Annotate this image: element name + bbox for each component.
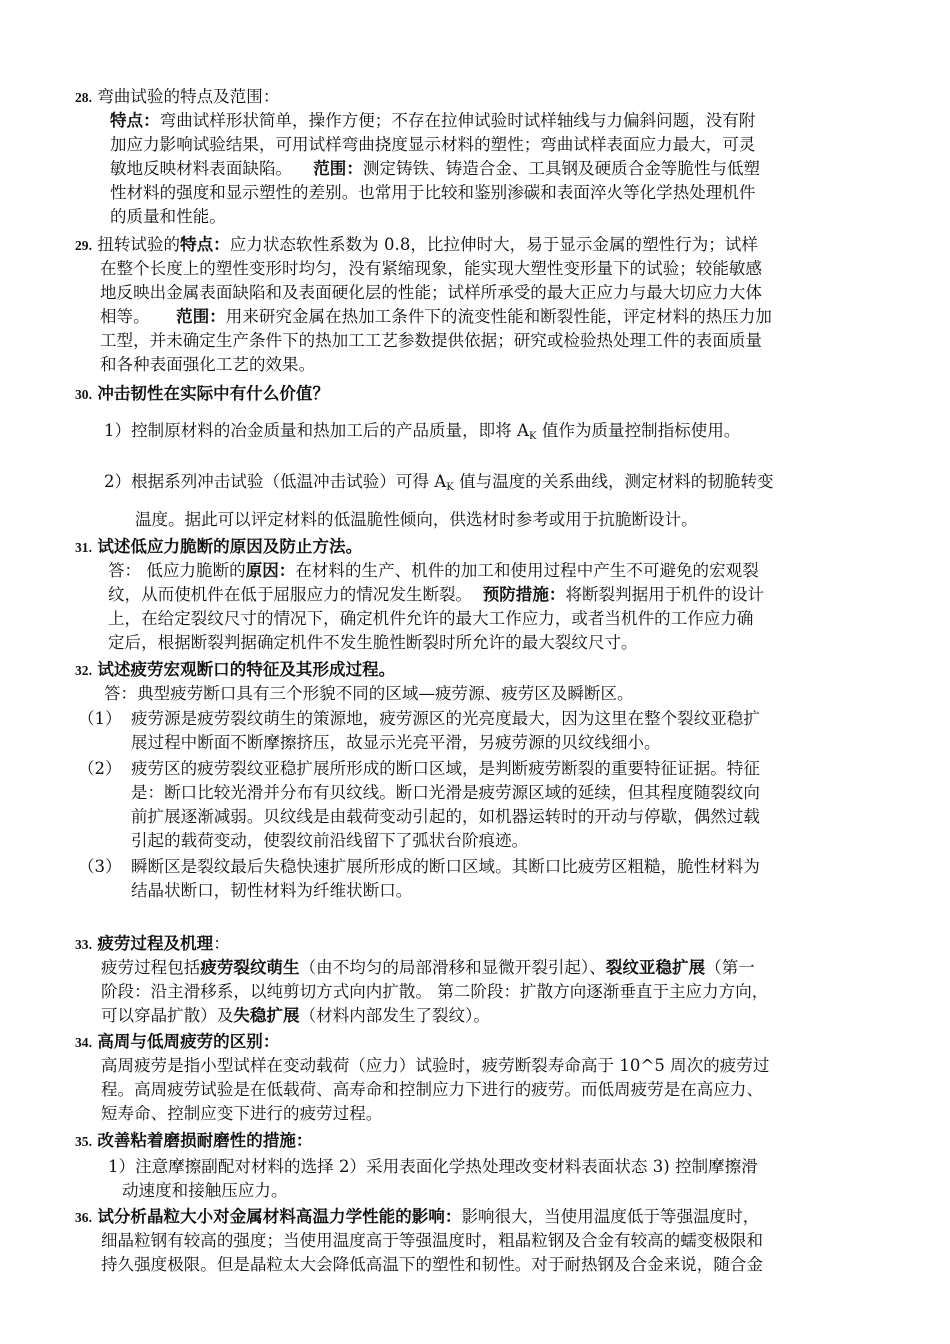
question-31-line — [108, 560, 759, 582]
text: 可以穿晶扩散）及 — [101, 1006, 234, 1025]
text: 结晶状断口，韧性材料为纤维状断口。 — [131, 881, 413, 900]
list-item-number — [78, 856, 122, 878]
bold-term: 范围： — [176, 307, 226, 326]
text: （由不均匀的局部滑移和显微开裂引起）、 — [299, 958, 606, 977]
list-item-line — [131, 856, 760, 878]
text: 前扩展逐渐减弱。贝纹线是由载荷变动引起的，如机器运转时的开动与停歇，偶然过载 — [131, 807, 760, 826]
text: 动速度和接触压应力。 — [122, 1181, 288, 1200]
question-title: 试述低应力脆断的原因及防止方法。 — [97, 537, 363, 556]
question-title: 冲击韧性在实际中有什么价值？ — [97, 384, 330, 403]
question-number: 31. — [75, 540, 93, 555]
text: 是：断口比较光滑并分布有贝纹线。断口光滑是疲劳源区域的延续，但其程度随裂纹向 — [131, 783, 760, 802]
text: 答： 低应力脆断的 — [108, 561, 246, 580]
question-36-line — [101, 1254, 763, 1276]
question-title: 试述疲劳宏观断口的特征及其形成过程。 — [97, 660, 396, 679]
list-item-line — [131, 782, 760, 804]
text: 1）注意摩擦副配对材料的选择 2）采用表面化学热处理改变材料表面状态 3) 控制摩擦滑 — [108, 1157, 758, 1176]
question-28-line — [110, 206, 226, 228]
question-31-heading — [75, 536, 362, 559]
text: 工型，并未确定生产条件下的热加工工艺参数提供依据；研究或检验热处理工件的表面质量 — [100, 331, 762, 350]
text: 定后，根据断裂判据确定机件不发生脆性断裂时所允许的最大裂纹尺寸。 — [108, 633, 638, 652]
list-item-line — [131, 880, 412, 902]
text: 影响很大，当使用温度低于等强温度时， — [461, 1207, 760, 1226]
bold-term: 原因： — [245, 561, 296, 580]
question-29-heading — [75, 234, 758, 257]
text: 性材料的强度和显示塑性的差别。也常用于比较和鉴别渗碳和表面淬火等化学热处理机件 — [110, 183, 756, 202]
text: 值与温度的关系曲线，测定材料的韧脆转变 — [453, 472, 774, 491]
text: 在材料的生产、机件的加工和使用过程中产生不可避免的宏观裂 — [295, 561, 759, 580]
question-number: 36. — [75, 1210, 93, 1225]
question-29-line — [100, 354, 315, 376]
question-number: 33. — [75, 937, 93, 952]
question-35-line — [108, 1156, 758, 1178]
question-number: 34. — [75, 1035, 93, 1050]
bold-term: 范围： — [313, 159, 363, 178]
question-36-line — [101, 1230, 763, 1252]
question-title: 高周与低周疲劳的区别： — [97, 1032, 280, 1051]
question-29-line — [100, 282, 762, 304]
question-29-line — [100, 306, 772, 328]
text: （材料内部发生了裂纹）。 — [299, 1006, 490, 1025]
question-title: 试分析晶粒大小对金属材料高温力学性能的影响： — [97, 1207, 462, 1226]
text: 值作为质量控制指标使用。 — [536, 421, 741, 440]
question-29-line — [100, 330, 762, 352]
text: 持久强度极限。但是晶粒太大会降低高温下的塑性和韧性。对于耐热钢及合金来说，随合金 — [101, 1255, 763, 1274]
text: 扭转试验的 — [97, 235, 181, 254]
text: 弯曲试样形状简单，操作方便；不存在拉伸试验时试样轴线与力偏斜问题，没有附 — [159, 111, 756, 130]
text: 疲劳区的疲劳裂纹亚稳扩展所形成的断口区域，是判断疲劳断裂的重要特征证据。特征 — [131, 759, 760, 778]
question-31-line — [108, 584, 764, 606]
text: 地反映出金属表面缺陷和及表面硬化层的性能；试样所承受的最大正应力与最大切应力大体 — [100, 283, 762, 302]
question-34-heading — [75, 1031, 279, 1054]
question-31-line — [108, 608, 753, 630]
question-28-line — [110, 110, 755, 132]
text: 在整个长度上的塑性变形时均匀，没有紧缩现象，能实现大塑性变形量下的试验；较能敏感 — [100, 259, 762, 278]
question-28-line — [110, 182, 755, 204]
list-item-line — [131, 732, 661, 754]
text: 将断裂判据用于机件的设计 — [565, 585, 765, 604]
text: 短寿命、控制应变下进行的疲劳过程。 — [101, 1104, 383, 1123]
text: 阶段：沿主滑移系，以纯剪切方式向内扩散。 第二阶段：扩散方向逐渐垂直于主应力方向， — [101, 982, 769, 1001]
list-item-line — [131, 830, 528, 852]
question-number: 28. — [75, 90, 93, 105]
question-30-item — [104, 420, 740, 448]
question-34-line — [101, 1079, 763, 1101]
question-30-item — [104, 471, 774, 499]
bold-term: 特点： — [180, 235, 230, 254]
text: 疲劳源是疲劳裂纹萌生的策源地，疲劳源区的光亮度最大，因为这里在整个裂纹亚稳扩 — [131, 709, 760, 728]
bold-term: 预防措施： — [482, 585, 566, 604]
text: 的质量和性能。 — [110, 207, 226, 226]
bold-term: 疲劳裂纹萌生 — [200, 958, 300, 977]
text: （3） — [78, 857, 122, 876]
question-32-answer — [104, 683, 634, 705]
text: 疲劳过程包括 — [101, 958, 201, 977]
list-item-line — [131, 708, 760, 730]
question-number: 30. — [75, 387, 93, 402]
list-item-line — [131, 758, 760, 780]
text: （2） — [78, 759, 122, 778]
text: 细晶粒钢有较高的强度；当使用温度高于等强温度时，粗晶粒钢及合金有较高的蠕变极限和 — [101, 1231, 763, 1250]
bold-term: 裂纹亚稳扩展 — [605, 958, 706, 977]
text: 纹，从而使机件在低于屈服应力的情况发生断裂。 — [108, 585, 473, 604]
text: 用来研究金属在热加工条件下的流变性能和断裂性能，评定材料的热压力加 — [225, 307, 772, 326]
text: （第一 — [705, 958, 755, 977]
bold-term: 特点： — [110, 111, 160, 130]
question-30-heading — [75, 383, 329, 406]
text: 相等。 — [100, 307, 150, 326]
question-29-line — [100, 258, 762, 280]
text: 展过程中断面不断摩擦挤压，故显示光亮平滑，另疲劳源的贝纹线细小。 — [131, 733, 661, 752]
text: 敏地反映材料表面缺陷。 — [110, 159, 293, 178]
question-28-line — [110, 134, 755, 156]
question-33-line — [101, 981, 768, 1003]
question-28-line — [110, 158, 760, 180]
question-33-line — [101, 1005, 490, 1027]
subscript: K — [529, 431, 537, 442]
question-number: 29. — [75, 238, 93, 253]
text: 2）根据系列冲击试验（低温冲击试验）可得 A — [104, 472, 447, 491]
text: ： — [213, 934, 230, 953]
text: 引起的载荷变动，使裂纹前沿线留下了弧状台阶痕迹。 — [131, 831, 529, 850]
question-33-heading — [75, 933, 230, 956]
text: 答：典型疲劳断口具有三个形貌不同的区域—疲劳源、疲劳区及瞬断区。 — [104, 684, 634, 703]
question-number: 35. — [75, 1134, 93, 1149]
text: 高周疲劳是指小型试样在变动载荷（应力）试验时，疲劳断裂寿命高于 10^5 周次的疲劳过 — [101, 1056, 770, 1075]
question-35-line — [122, 1180, 288, 1202]
text: 1）控制原材料的冶金质量和热加工后的产品质量，即将 A — [104, 421, 530, 440]
text: 瞬断区是裂纹最后失稳快速扩展所形成的断口区域。其断口比疲劳区粗糙，脆性材料为 — [131, 857, 760, 876]
question-36-heading — [75, 1206, 759, 1229]
question-28-heading — [75, 86, 279, 109]
question-31-line — [108, 632, 638, 654]
question-32-heading — [75, 659, 395, 682]
list-item-number — [78, 758, 122, 780]
question-title: 疲劳过程及机理 — [97, 934, 214, 953]
question-35-heading — [75, 1130, 312, 1153]
text: 温度。据此可以评定材料的低温脆性倾向，供选材时参考或用于抗脆断设计。 — [135, 510, 698, 529]
question-30-item — [135, 509, 698, 531]
text: 应力状态软性系数为 0.8，比拉伸时大，易于显示金属的塑性行为；试样 — [229, 235, 758, 254]
question-title: 改善粘着磨损耐磨性的措施： — [97, 1131, 313, 1150]
subscript: K — [446, 482, 454, 493]
question-title: 弯曲试验的特点及范围： — [97, 87, 280, 106]
text: 程。高周疲劳试验是在低载荷、高寿命和控制应力下进行的疲劳。而低周疲劳是在高应力、 — [101, 1080, 763, 1099]
question-34-line — [101, 1055, 769, 1077]
question-33-line — [101, 957, 755, 979]
list-item-number — [78, 708, 122, 730]
text: 和各种表面强化工艺的效果。 — [100, 355, 316, 374]
text: 加应力影响试验结果，可用试样弯曲挠度显示材料的塑性；弯曲试样表面应力最大，可灵 — [110, 135, 756, 154]
bold-term: 失稳扩展 — [233, 1006, 300, 1025]
list-item-line — [131, 806, 760, 828]
question-number: 32. — [75, 663, 93, 678]
question-34-line — [101, 1103, 382, 1125]
text: 上，在给定裂纹尺寸的情况下，确定机件允许的最大工作应力，或者当机件的工作应力确 — [108, 609, 754, 628]
text: （1） — [78, 709, 122, 728]
text: 测定铸铁、铸造合金、工具钢及硬质合金等脆性与低塑 — [362, 159, 761, 178]
